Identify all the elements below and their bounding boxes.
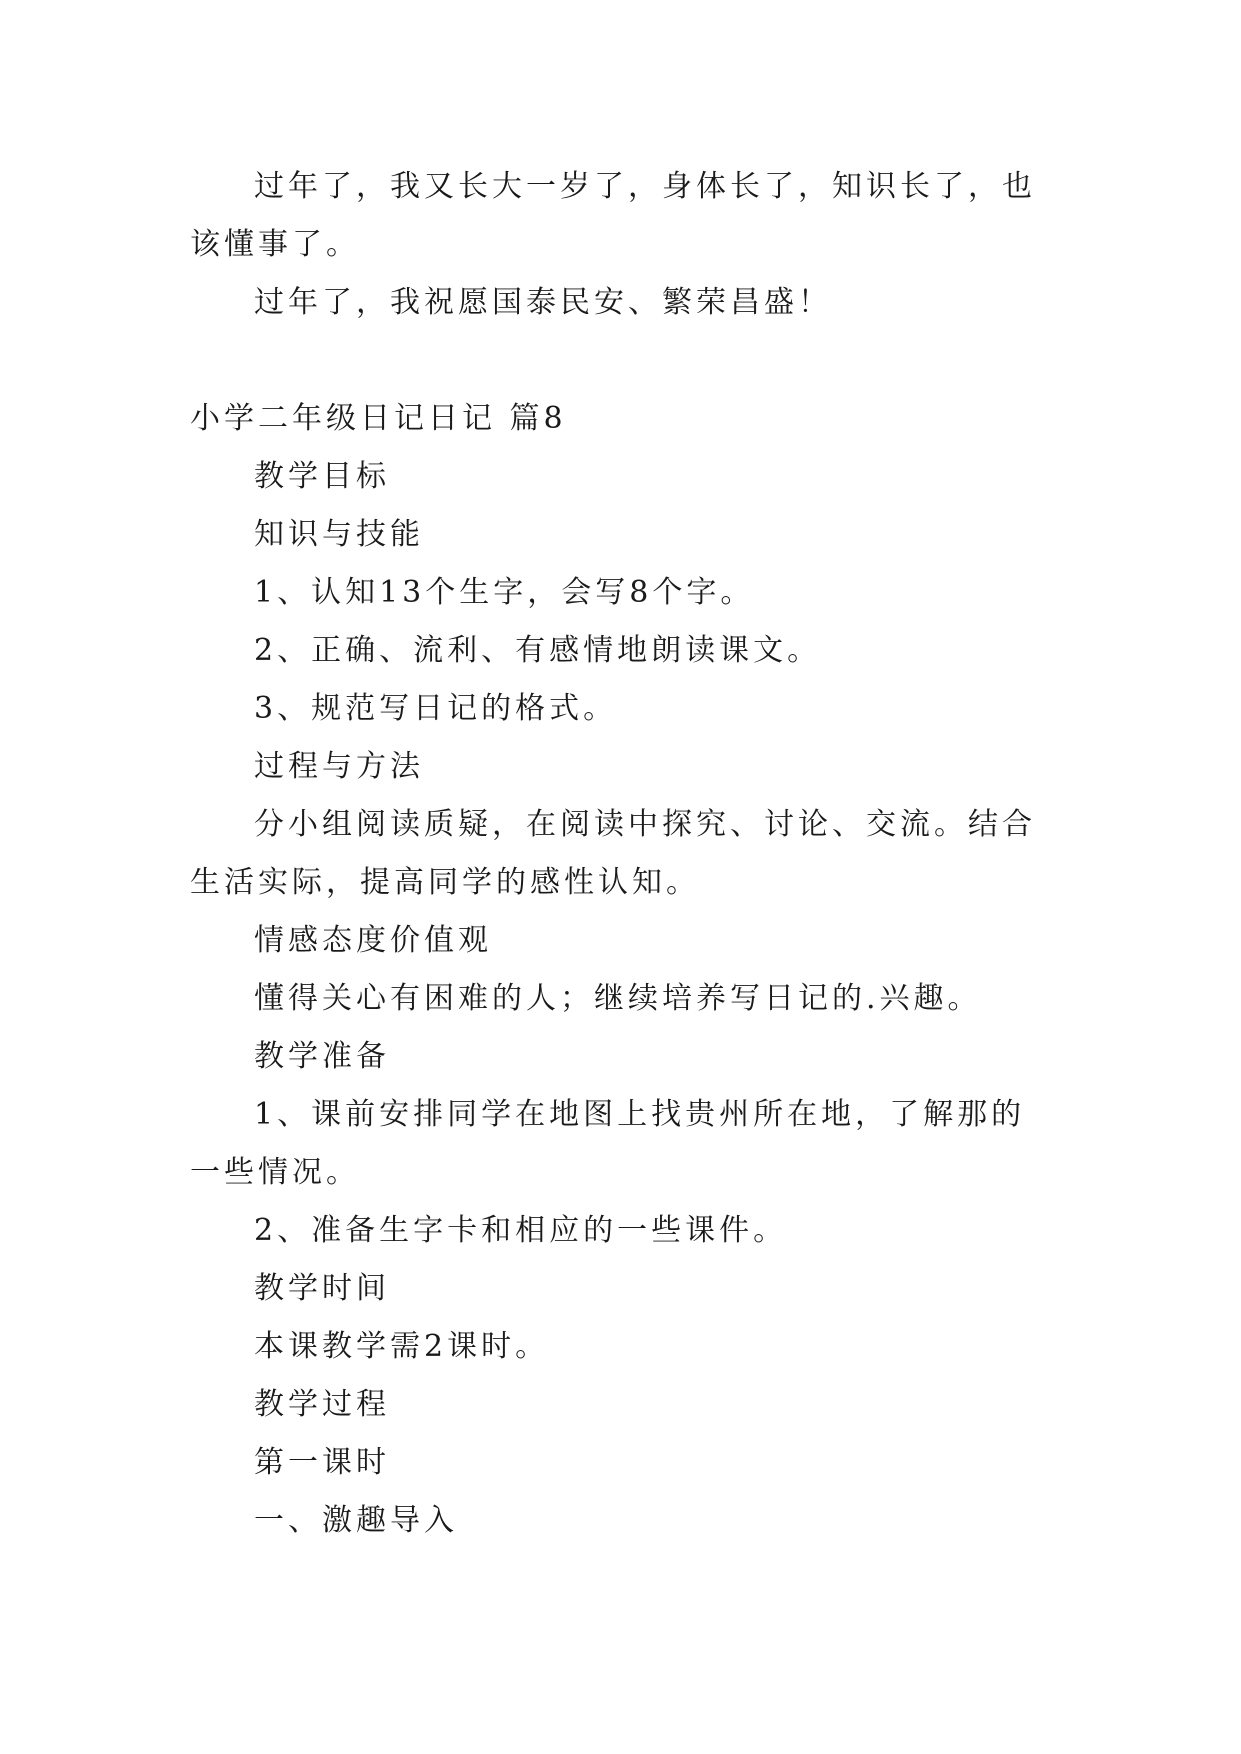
subheading-preparation: 教学准备 (254, 1039, 390, 1074)
subheading-teaching-process: 教学过程 (254, 1387, 390, 1422)
list-item: 3、规范写日记的格式。 (254, 691, 618, 726)
subheading-teaching-goals: 教学目标 (254, 459, 390, 494)
list-item: 1、课前安排同学在地图上找贵州所在地，了解那的一些情况。 (190, 1097, 1026, 1190)
document-body (190, 158, 1050, 1550)
subheading-values: 情感态度价值观 (254, 923, 492, 958)
list-item: 2、正确、流利、有感情地朗读课文。 (254, 633, 822, 668)
paragraph: 分小组阅读质疑，在阅读中探究、讨论、交流。结合生活实际，提高同学的感性认知。 (190, 807, 1036, 900)
paragraph: 过年了，我祝愿国泰民安、繁荣昌盛！ (254, 285, 832, 320)
subheading-introduction: 一、激趣导入 (254, 1503, 458, 1538)
section-gap (190, 332, 1050, 390)
subheading-knowledge-skills: 知识与技能 (254, 517, 424, 552)
subheading-first-lesson: 第一课时 (254, 1445, 390, 1480)
paragraph: 懂得关心有困难的人；继续培养写日记的.兴趣。 (254, 981, 982, 1016)
subheading-teaching-time: 教学时间 (254, 1271, 390, 1306)
subheading-process-method: 过程与方法 (254, 749, 424, 784)
list-item: 2、准备生字卡和相应的一些课件。 (254, 1213, 788, 1248)
list-item: 1、认知13个生字，会写8个字。 (254, 575, 755, 610)
paragraph: 过年了，我又长大一岁了，身体长了，知识长了，也该懂事了。 (190, 169, 1036, 262)
section-title: 小学二年级日记日记 篇8 (190, 401, 567, 436)
paragraph: 本课教学需2课时。 (254, 1329, 550, 1364)
